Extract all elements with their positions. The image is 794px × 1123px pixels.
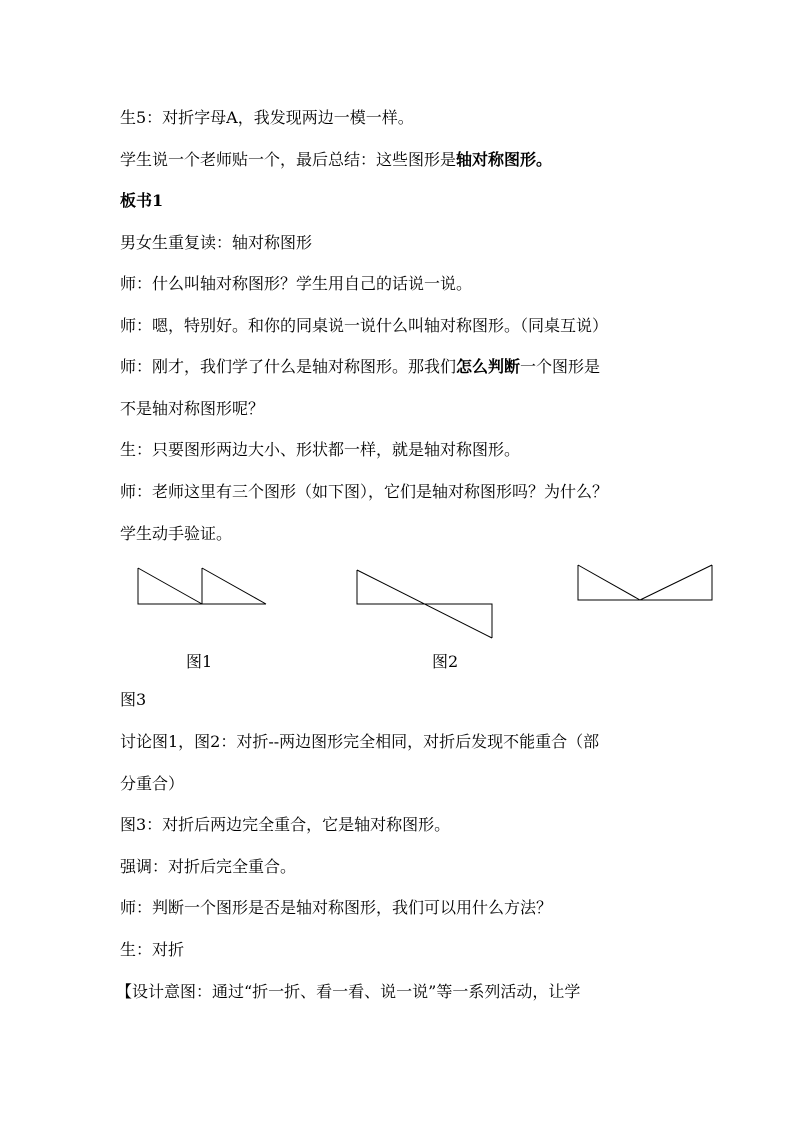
bold-phrase: 怎么判断 <box>456 357 521 376</box>
paragraph-student-fold: 生：对折 <box>120 940 185 959</box>
paragraph-teacher-praise: 师：嗯，特别好。和你的同桌说一说什么叫轴对称图形。（同桌互说） <box>120 316 609 335</box>
paragraph-repeat-read: 男女生重复读：轴对称图形 <box>120 233 313 252</box>
paragraph-teacher-question: 师：什么叫轴对称图形？学生用自己的话说一说。 <box>120 274 473 293</box>
paragraph-teacher-judge-cont: 不是轴对称图形呢？ <box>120 399 265 418</box>
paragraph-discussion: 讨论图1，图2：对折--两边图形完全相同，对折后发现不能重合（部 <box>120 732 600 751</box>
paragraph-teacher-figures: 师：老师这里有三个图形（如下图），它们是轴对称图形吗？为什么？ <box>120 482 609 501</box>
paragraph-summary: 学生说一个老师贴一个，最后总结：这些图形是轴对称图形。 <box>120 150 553 169</box>
paragraph-student-verify: 学生动手验证。 <box>120 524 233 543</box>
paragraph-teacher-judge: 师：刚才，我们学了什么是轴对称图形。那我们怎么判断一个图形是 <box>120 357 601 376</box>
figure-2-shape <box>357 570 492 638</box>
figures-illustration <box>0 555 794 650</box>
figure-2-label: 图2 <box>432 652 459 671</box>
paragraph-discussion-cont: 分重合） <box>120 774 185 793</box>
paragraph-student5: 生5：对折字母A，我发现两边一模一样。 <box>120 108 414 127</box>
figure-1-label: 图1 <box>186 652 213 671</box>
paragraph-design-intent: 【设计意图：通过“折一折、看一看、说一说”等一系列活动，让学 <box>116 982 581 1001</box>
paragraph-teacher-method: 师：判断一个图形是否是轴对称图形，我们可以用什么方法？ <box>120 898 553 917</box>
figure-3-label: 图3 <box>120 690 147 709</box>
paragraph-emphasis: 强调：对折后完全重合。 <box>120 857 297 876</box>
bold-term: 轴对称图形。 <box>456 150 553 169</box>
heading-board-1: 板书1 <box>120 191 164 210</box>
figure-1-shape <box>138 568 266 604</box>
figure-3-shape <box>578 565 712 600</box>
paragraph-figure3: 图3：对折后两边完全重合，它是轴对称图形。 <box>120 815 451 834</box>
paragraph-student-answer: 生：只要图形两边大小、形状都一样，就是轴对称图形。 <box>120 440 521 459</box>
